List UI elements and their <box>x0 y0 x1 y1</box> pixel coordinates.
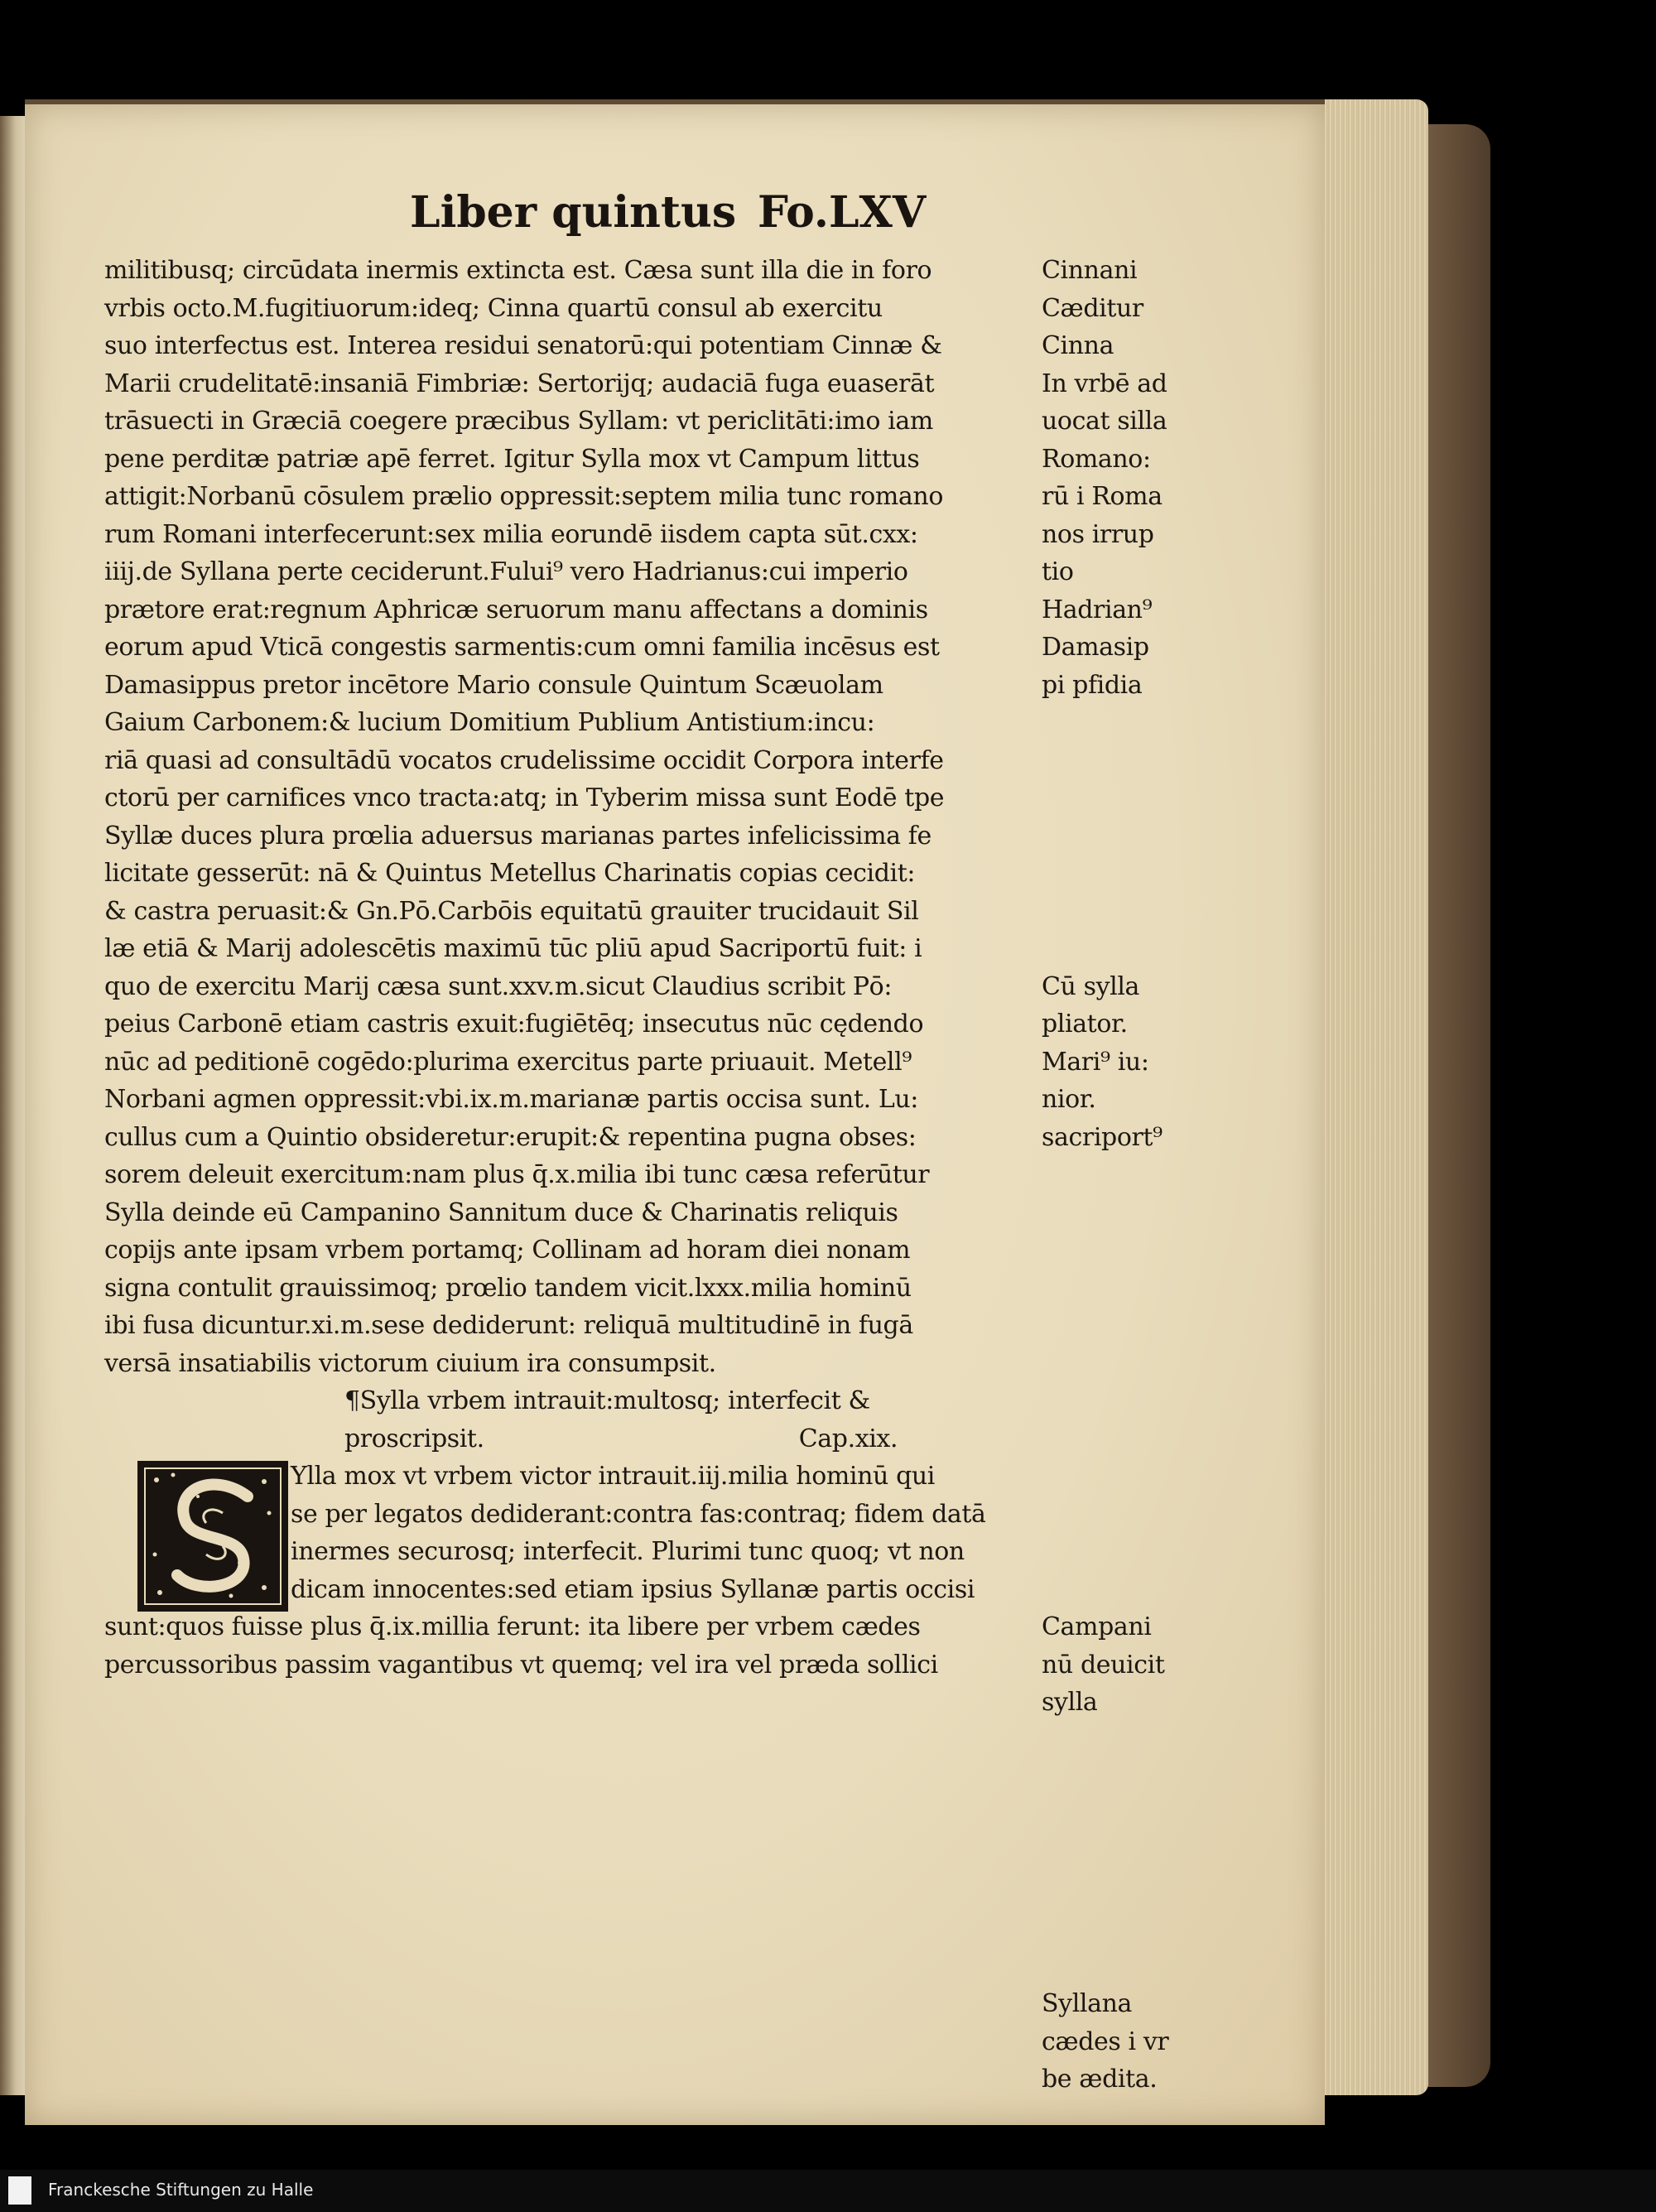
text-line: copijs ante ipsam vrbem portamq; Collinam ad horam diei nonam <box>104 1236 911 1265</box>
chapter-heading-text: proscripsit. <box>344 1424 484 1453</box>
margin-note <box>1042 1458 1166 1496</box>
page-fore-edge <box>1312 99 1428 2095</box>
text-line: rum Romani interfecerunt:sex milia eorundē iisdem capta sūt.cxx: <box>104 519 918 549</box>
margin-note <box>1042 704 1166 742</box>
margin-note: In vrbē ad <box>1042 369 1167 398</box>
margin-note: sacriport⁹ <box>1042 1122 1163 1152</box>
body-text <box>104 252 1057 1382</box>
decorated-initial-letter <box>137 1461 288 1612</box>
margin-note: be ædita. <box>1042 2065 1158 2094</box>
text-line: ibi fusa dicuntur.xi.m.sese dediderunt: reliquā multitudinē in fugā <box>104 1311 913 1340</box>
text-line: Marii crudelitatē:insaniā Fimbriæ: Sertorijq; audaciā fuga euaserāt <box>104 369 935 398</box>
text-line: militibusq; circūdata inermis extincta est. Cæsa sunt illa die in foro <box>104 256 932 285</box>
chapter-text-line: percussoribus passim vagantibus vt quemq; vel ira vel præda sollici <box>104 1650 938 1679</box>
margin-note: Cinna <box>1042 331 1114 360</box>
margin-note: pliator. <box>1042 1010 1128 1039</box>
margin-note <box>1042 1270 1166 1308</box>
margin-note: Mari⁹ iu: <box>1042 1047 1149 1077</box>
text-line: Syllæ duces plura prœlia aduersus marianas partes infelicissima fe <box>104 821 932 851</box>
margin-note <box>1042 1496 1166 1534</box>
main-text-block <box>104 252 1057 1684</box>
text-line: suo interfectus est. Interea residui senatorū:qui potentiam Cinnæ & <box>104 331 942 360</box>
margin-note <box>1042 855 1166 893</box>
margin-note: cædes i vr <box>1042 2026 1169 2056</box>
text-line: pene perditæ patriæ apē ferret. Igitur Sylla mox vt Campum littus <box>104 444 920 474</box>
margin-note: sylla <box>1042 1688 1098 1717</box>
margin-note: Cū sylla <box>1042 971 1140 1001</box>
margin-note: nior. <box>1042 1085 1096 1114</box>
text-line: quo de exercitu Marij cæsa sunt.xxv.m.sicut Claudius scribit Pō: <box>104 971 893 1001</box>
margin-note <box>1042 1722 1166 1760</box>
text-line: sorem deleuit exercitum:nam plus q̄.x.milia ibi tunc cæsa referūtur <box>104 1160 930 1189</box>
margin-note: Campani <box>1042 1612 1152 1641</box>
text-line: nūc ad peditionē cogēdo:plurima exercitus parte priuauit. Metell⁹ <box>104 1047 912 1077</box>
chapter-text-line: se per legatos dediderant:contra fas:contraq; fidem datā <box>291 1499 986 1529</box>
margin-note: uocat silla <box>1042 407 1167 436</box>
margin-note <box>1042 1231 1166 1270</box>
text-line: signa contulit grauissimoq; prœlio tandem vicit.lxxx.milia hominū <box>104 1273 912 1303</box>
chapter-heading-line-2 <box>344 1420 1057 1458</box>
header-book-title: Liber quintus <box>410 187 737 238</box>
margin-note <box>1042 1194 1166 1232</box>
text-line: iiij.de Syllana perte ceciderunt.Fului⁹ vero Hadrianus:cui imperio <box>104 557 908 586</box>
text-line: riā quasi ad consultādū vocatos crudelissime occidit Corpora interfe <box>104 745 944 775</box>
chapter-opening <box>104 1458 1057 1684</box>
margin-note: Cæditur <box>1042 293 1143 323</box>
text-line: Gaium Carbonem:& lucium Domitium Publium Antistium:incu: <box>104 708 875 737</box>
margin-note <box>1042 1910 1166 1948</box>
footer-bar <box>0 2170 1656 2212</box>
margin-note <box>1042 1571 1166 1609</box>
margin-note <box>1042 1948 1166 1986</box>
margin-note: nū deuicit <box>1042 1650 1165 1679</box>
text-line: trāsuecti in Græciā coegere præcibus Syllam: vt periclitāti:imo iam <box>104 407 933 436</box>
chapter-text-line: Ylla mox vt vrbem victor intrauit.iij.milia hominū qui <box>291 1462 935 1491</box>
margin-note <box>1042 1382 1166 1420</box>
margin-note: Syllana <box>1042 1989 1132 2018</box>
margin-note <box>1042 1533 1166 1571</box>
text-line: ctorū per carnifices vnco tracta:atq; in Tyberim missa sunt Eodē tpe <box>104 783 945 812</box>
margin-note <box>1042 1759 1166 1797</box>
margin-note <box>1042 1834 1166 1872</box>
margin-note <box>1042 893 1166 931</box>
margin-note: Cinnani <box>1042 256 1138 285</box>
margin-note <box>1042 779 1166 817</box>
institution-logo-icon <box>8 2176 31 2205</box>
marginal-notes <box>1042 252 1169 2099</box>
margin-note: Romano: <box>1042 444 1151 474</box>
margin-note: pi pfidia <box>1042 670 1143 700</box>
margin-note: rū i Roma <box>1042 482 1163 511</box>
text-line: eorum apud Vticā congestis sarmentis:cum omni familia incēsus est <box>104 633 940 662</box>
text-line: Damasippus pretor incētore Mario consule Quintum Scæuolam <box>104 670 883 700</box>
text-line: vrbis octo.M.fugitiuorum:ideq; Cinna quartū consul ab exercitu <box>104 293 883 323</box>
margin-note <box>1042 1156 1166 1194</box>
chapter-text-line: inermes securosq; interfecit. Plurimi tunc quoq; vt non <box>291 1537 965 1566</box>
margin-note: tio <box>1042 557 1074 586</box>
text-line: peius Carbonē etiam castris exuit:fugiētēq; insecutus nūc cędendo <box>104 1010 924 1039</box>
left-page-edge <box>0 116 28 2095</box>
text-line: Sylla deinde eū Campanino Sannitum duce & Charinatis reliquis <box>104 1198 898 1227</box>
text-line: versā insatiabilis victorum ciuium ira consumpsit. <box>104 1348 716 1378</box>
chapter-number: Cap.xix. <box>798 1424 898 1453</box>
text-line: cullus cum a Quintio obsideretur:erupit:& repentina pugna obses: <box>104 1122 917 1152</box>
text-line: & castra peruasit:& Gn.Pō.Carbōis equitatū grauiter trucidauit Sil <box>104 896 919 926</box>
margin-note: Hadrian⁹ <box>1042 595 1153 624</box>
text-line: licitate gesserūt: nā & Quintus Metellus Charinatis copias cecidit: <box>104 859 916 888</box>
text-line: attigit:Norbanū cōsulem prælio oppressit:septem milia tunc romano <box>104 482 943 511</box>
chapter-text-line: dicam innocentes:sed etiam ipsius Syllanæ partis occisi <box>291 1574 975 1604</box>
book-page <box>25 99 1325 2125</box>
margin-note <box>1042 742 1166 780</box>
margin-note <box>1042 1345 1166 1383</box>
margin-note <box>1042 930 1166 968</box>
footer-institution-name: Franckesche Stiftungen zu Halle <box>48 2180 314 2200</box>
chapter-text-line: sunt:quos fuisse plus q̄.ix.millia ferunt: ita libere per vrbem cædes <box>104 1612 921 1641</box>
svg-text:S: S <box>156 1530 162 1539</box>
header-folio-number: Fo.LXV <box>758 187 927 238</box>
running-header <box>410 187 989 253</box>
margin-note <box>1042 817 1166 855</box>
margin-note: nos irrup <box>1042 519 1154 549</box>
margin-note <box>1042 1307 1166 1345</box>
margin-note <box>1042 1797 1166 1835</box>
margin-note: Damasip <box>1042 633 1149 662</box>
margin-note <box>1042 1420 1166 1458</box>
ornament-initial-s-icon <box>140 1463 286 1609</box>
text-line: læ etiā & Marij adolescētis maximū tūc pliū apud Sacriportū fuit: i <box>104 934 922 963</box>
margin-note <box>1042 1872 1166 1911</box>
text-line: Norbani agmen oppressit:vbi.ix.m.marianæ partis occisa sunt. Lu: <box>104 1085 918 1114</box>
text-line: prætore erat:regnum Aphricæ seruorum manu affectans a dominis <box>104 595 928 624</box>
chapter-heading-line-1: ¶Sylla vrbem intrauit:multosq; interfecit & <box>344 1386 870 1415</box>
